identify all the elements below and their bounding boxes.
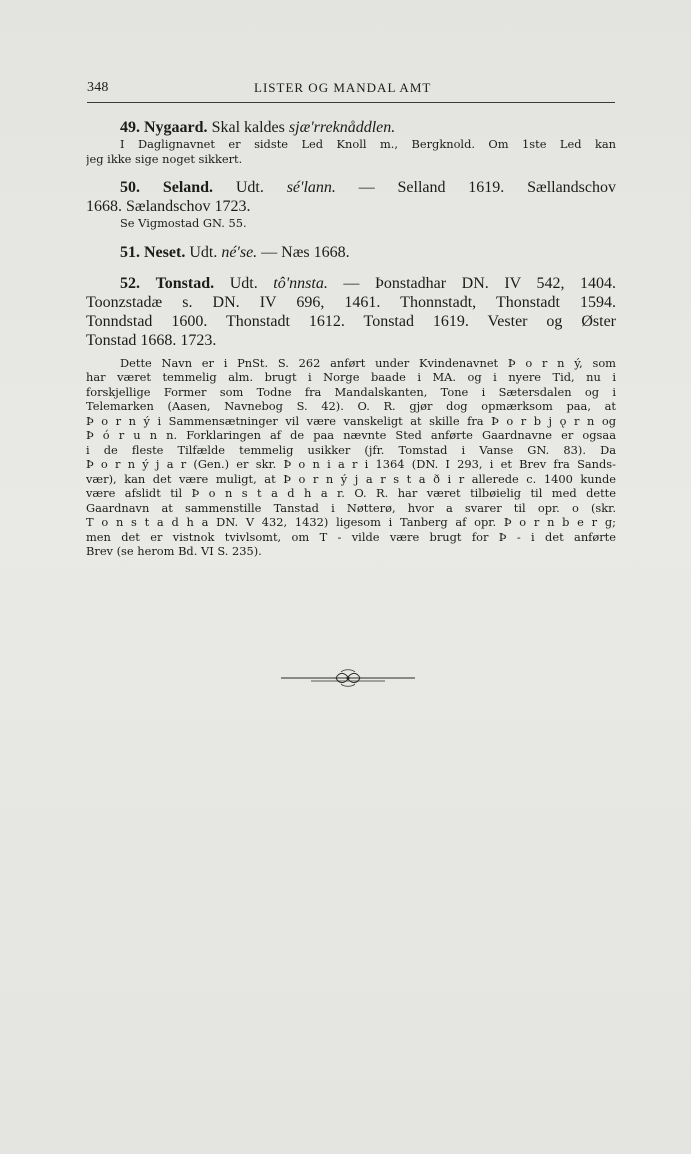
farm-name: Nygaard.: [144, 119, 208, 136]
note-line: Brev (se herom Bd. VI S. 235).: [86, 544, 262, 558]
entry-50: [86, 178, 616, 231]
entry-text: Skal kaldes: [211, 119, 285, 136]
entry-51: [86, 243, 616, 262]
farm-name: Tonstad.: [155, 274, 215, 292]
note-line: men det er vistnok tvivlsomt, om T - vilde være brugt for Þ - i det anførte: [86, 529, 616, 544]
note-line: være afslidt til Þ o n s t a d h a r. O. R. har været tilbøielig til med dette: [86, 486, 616, 500]
note-line: Þ o r n ý i Sammensætninger vil være vanskeligt at skille fra Þ o r b j ǫ r n og: [86, 413, 616, 428]
pronunciation: né'se.: [221, 243, 258, 261]
entry-52-lead: [86, 274, 616, 350]
entry-text: — Þonstadhar DN. IV 542, 1404.: [343, 274, 616, 292]
note-line: forskjellige Former som Todne fra Mandalskanten, Tone i Sætersdalen og i: [86, 384, 616, 399]
entry-text: Toonzstadæ s. DN. IV 696, 1461. Thonnstadt, Thonstadt 1594.: [86, 293, 616, 311]
entry-number: 51.: [120, 243, 140, 261]
farm-name: Seland.: [162, 179, 214, 196]
entry-52: [86, 274, 616, 559]
note-line: jeg ikke sige noget sikkert.: [86, 151, 243, 166]
entry-49: [86, 118, 616, 166]
note-line: Telemarken (Aasen, Navnebog S. 42). O. R. gjør dog opmærksom paa, at: [86, 399, 616, 413]
note-line: har været temmelig alm. brugt i Norge baade i MA. og i nyere Tid, nu i: [86, 370, 616, 384]
note-line: Se Vigmostad GN. 55.: [120, 216, 247, 230]
entry-text: — Næs 1668.: [261, 243, 350, 261]
note-line: Þ o r n ý j a r (Gen.) er skr. Þ o n i a r i 1364 (DN. I 293, i et Brev fra Sands-: [86, 457, 616, 471]
note-line: T o n s t a d h a DN. V 432, 1432) ligesom i Tanberg af opr. Þ o r n b e r g;: [86, 515, 616, 529]
entry-49-lead: [86, 118, 616, 137]
entry-49-note: [86, 137, 616, 166]
entry-text: Tonstad 1668. 1723.: [86, 331, 217, 349]
page-header: [87, 80, 615, 103]
entry-text: 1668. Sælandschov 1723.: [86, 198, 251, 215]
farm-name: Neset.: [144, 243, 186, 261]
page-number: 348: [87, 80, 109, 95]
note-line: Gaardnavn at sammenstille Tanstad i Nøtterø, hvor a svarer til opr. o (skr.: [86, 500, 616, 515]
ornament-icon: [281, 668, 415, 690]
pronunciation: tô'nnsta.: [273, 274, 328, 292]
note-line: vær), kan det være muligt, at Þ o r n ý j a r s t a ð i r allerede c. 1400 kunde: [86, 471, 616, 486]
running-head: LISTER OG MANDAL AMT: [254, 80, 432, 95]
note-line: I Daglignavnet er sidste Led Knoll m., Bergknold. Om 1ste Led kan: [120, 137, 616, 151]
note-line: Þ ó r u n n. Forklaringen af de paa nævnte Sted anførte Gaardnavne er ogsaa: [86, 428, 616, 442]
entry-52-note: [86, 356, 616, 559]
entry-number: 49.: [120, 119, 140, 136]
entry-51-lead: [86, 243, 616, 262]
pronunciation: sé'lann.: [286, 179, 336, 196]
entry-number: 52.: [120, 274, 140, 292]
page-body: [86, 118, 616, 566]
entry-50-note: [86, 216, 616, 231]
note-line: Dette Navn er i PnSt. S. 262 anført under Kvindenavnet Þ o r n ý, som: [120, 355, 616, 370]
entry-text: Udt.: [235, 179, 264, 196]
entry-text: — Selland 1619. Sællandschov: [358, 179, 616, 196]
decorative-rule: [281, 668, 415, 690]
entry-text: Tonndstad 1600. Thonstadt 1612. Tonstad 1619. Vester og Øster: [86, 312, 616, 330]
entry-50-lead: [86, 178, 616, 216]
note-line: i de fleste Tilfælde temmelig usikker (jfr. Tomstad i Vanse GN. 83). Da: [86, 442, 616, 457]
entry-text: Udt.: [189, 243, 218, 261]
entry-text: Udt.: [229, 274, 258, 292]
entry-number: 50.: [120, 179, 140, 196]
pronunciation: sjæ'rreknåddlen.: [288, 119, 396, 136]
